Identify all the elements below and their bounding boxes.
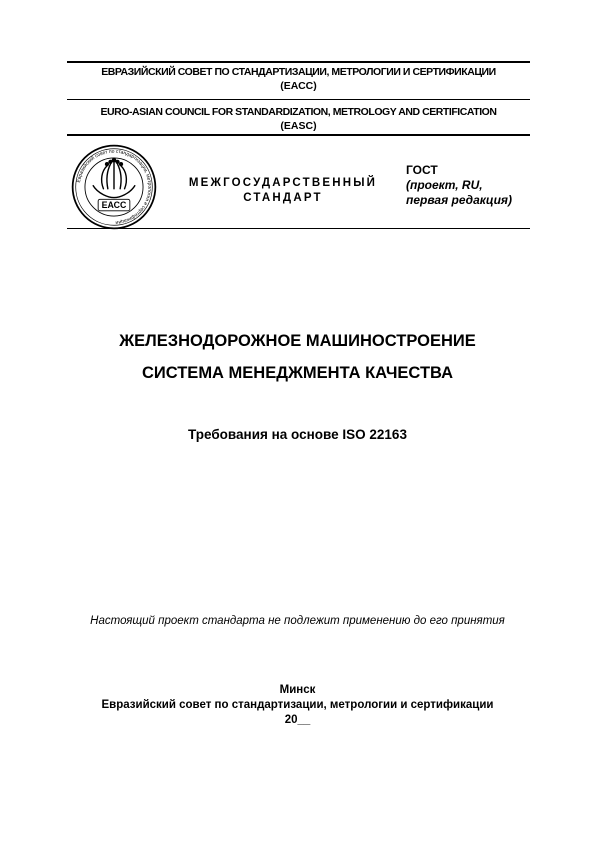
standard-code: ГОСТ [406, 163, 438, 177]
draft-status-line1: (проект, RU, [406, 178, 483, 192]
header-middle-rule [67, 99, 530, 100]
draft-status-line2: первая редакция) [406, 193, 512, 207]
imprint-year: 20__ [284, 714, 311, 726]
council-name-ru [67, 65, 530, 93]
document-title-line1: ЖЕЛЕЗНОДОРОЖНОЕ МАШИНОСТРОЕНИЕ [119, 332, 476, 350]
council-name-ru-text: ЕВРАЗИЙСКИЙ СОВЕТ ПО СТАНДАРТИЗАЦИИ, МЕТРОЛОГИИ И СЕРТИФИКАЦИИ [101, 66, 496, 78]
easc-seal-logo [70, 143, 158, 231]
standard-type-line1: МЕЖГОСУДАРСТВЕННЫЙ [188, 177, 378, 189]
designation-rule [67, 228, 530, 229]
standard-type-line2: СТАНДАРТ [243, 192, 323, 204]
header-top-rule [67, 61, 530, 63]
seal-label: ЕАСС [101, 200, 127, 211]
header-bottom-rule [67, 134, 530, 136]
standard-type [170, 176, 396, 206]
council-name-en-text: EURO-ASIAN COUNCIL FOR STANDARDIZATION, METROLOGY AND CERTIFICATION [100, 106, 497, 118]
seal-ring-text-path: Евразийский совет по стандартизации, метрологии и сертификации [76, 149, 152, 225]
standard-designation [406, 163, 531, 208]
council-name-en [67, 105, 530, 133]
imprint-publisher: Евразийский совет по стандартизации, метрологии и сертификации [101, 699, 494, 711]
council-abbr-ru: (ЕАСС) [280, 80, 317, 92]
imprint-city: Минск [279, 684, 316, 696]
draft-notice: Настоящий проект стандарта не подлежит применению до его принятия [90, 615, 505, 627]
council-abbr-en: (EASC) [280, 120, 317, 132]
document-subtitle: Требования на основе ISO 22163 [188, 427, 407, 442]
document-title-line2: СИСТЕМА МЕНЕДЖМЕНТА КАЧЕСТВА [141, 364, 454, 382]
